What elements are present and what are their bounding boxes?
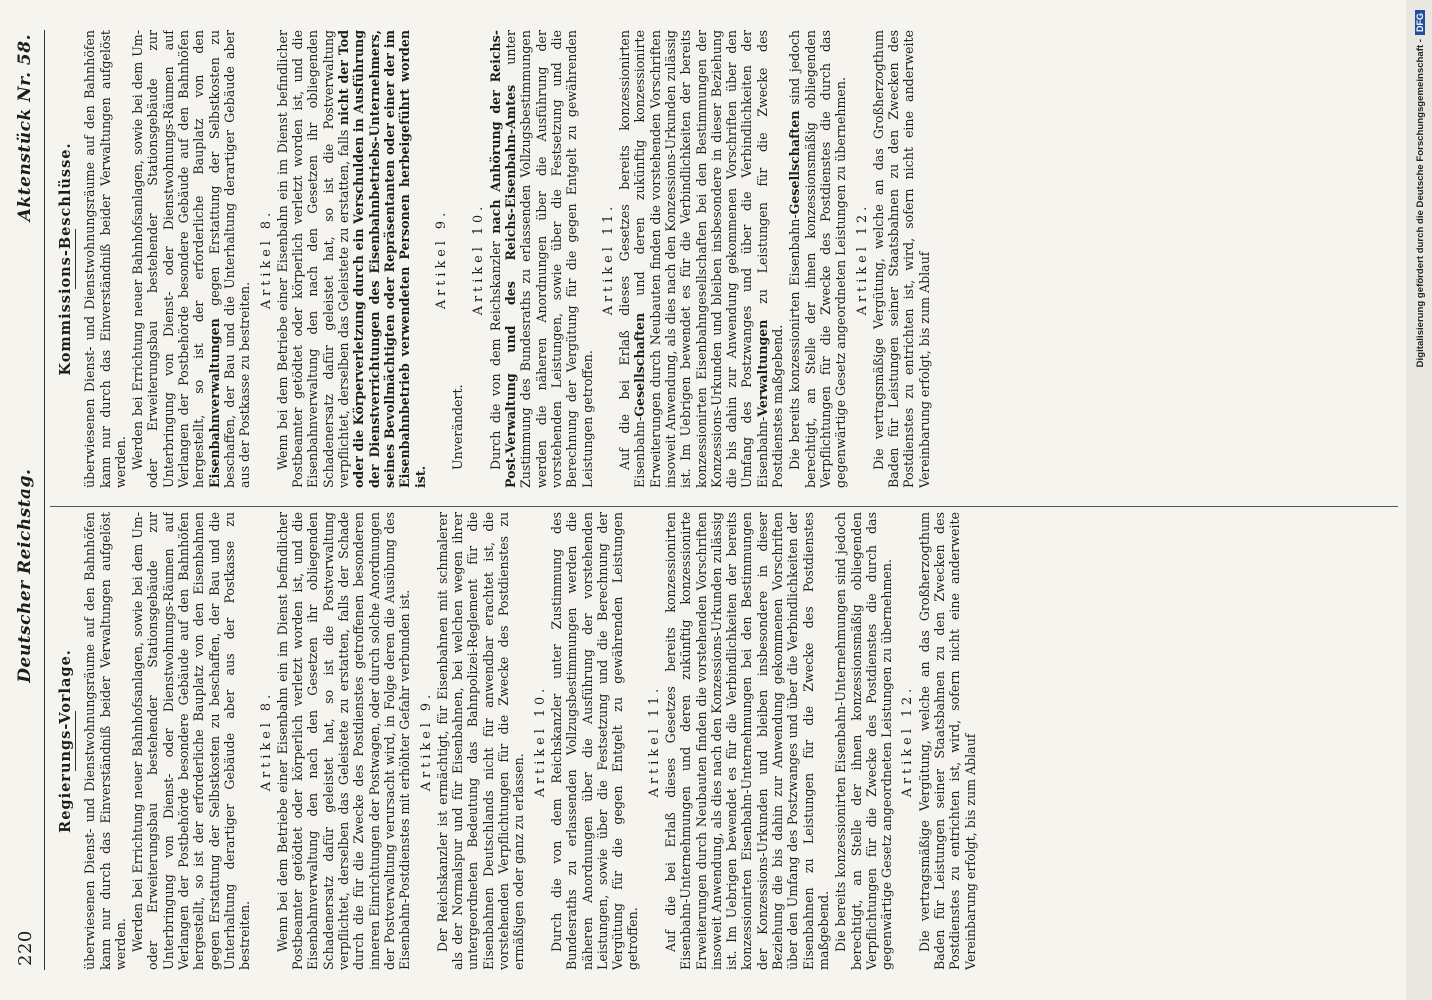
left-column-regierungs-vorlage — [54, 512, 1398, 970]
right-article-9-title: Artikel 9. — [433, 208, 449, 310]
page-number: 220 — [14, 930, 36, 966]
right-column-heading: Kommissions-Beschlüsse. — [57, 142, 74, 376]
right-column-kommissions-beschluesse — [54, 30, 1398, 488]
right-paragraph-1 — [130, 30, 252, 488]
right-art11-p2-part-b: sind jedoch berechtigt, an Stelle der ihnen konzessionsmäßig obliegenden Verpflichtungen für die Zwecke des Postdienstes die durch das gegenwärtige Gesetz angeordneten Leistungen zu übernehmen. — [787, 30, 849, 488]
running-head-right: Aktenstück Nr. 58. — [15, 34, 35, 222]
left-article-12-text: Die vertragsmäßige Vergütung, welche an das Großherzogthum Baden für Leistungen seiner Staatsbahnen zu den Zwecken des Postdienstes zu entrichten ist, wird, sofern nicht eine anderweite Vereinbarung erfolgt, bis zum Ablauf — [916, 512, 978, 970]
left-column-heading: Regierungs-Vorlage. — [57, 649, 74, 833]
running-head — [8, 34, 42, 966]
right-heading-rule — [75, 229, 76, 289]
digitization-note-text: Digitalisierung gefördert durch die Deutsche Forschungsgemeinschaft - — [1414, 39, 1426, 368]
left-article-11-paragraph-1: Auf die bei Erlaß dieses Gesetzes bereits konzessionirten Eisenbahn-Unternehmungen und deren zukünftig konzessionirte Erweiterungen durch Neubauten finden die vorstehenden Vorschriften insoweit Anwendung, als dies nach den Konzessions-Urkunden zulässig ist. Im Uebrigen bewendet es für die Verbindlichkeiten der bereits konzessionirten Eisenbahn-Unternehmungen bei den Bestimmungen der Konzessions-Urkunden und bleiben insbesondere in dieser Beziehung die bis dahin zur Anwendung gekommenen Vorschriften über den Umfang des Postzwanges und über die Verbindlichkeiten der Eisenbahnen zu Leistungen für die Zwecke des Postdienstes maßgebend. — [662, 512, 831, 970]
left-article-9-text: Der Reichskanzler ist ermächtigt, für Eisenbahnen mit schmalerer als der Normalspur und für Eisenbahnen, bei welchen wegen ihrer untergeordneten Bedeutung das Bahnpolizei-Reglement für die Eisenbahnen Deutschlands nicht für anwendbar erachtet ist, die vorstehenden Verpflichtungen für die Zwecke des Postdienstes zu ermäßigen oder ganz zu erlassen. — [434, 512, 527, 970]
left-article-10-text: Durch die von dem Reichskanzler unter Zustimmung des Bundesraths zu erlassenden Vollzugsbestimmungen werden die näheren Anordnungen über die Ausführung der vorstehenden Leistungen, sowie über die Festsetzung und die Berechnung der Vergütung für die gegen Entgelt zu gewährenden Leistungen getroffen. — [548, 512, 641, 970]
digitization-note — [1412, 10, 1428, 990]
right-art10-part-b: unter Zustimmung des Bundesraths zu erlassenden Vollzugsbestimmungen werden die näheren Anordnungen über die Ausführung der vorstehenden Leistungen, sowie über die Festsetzung und die Berechnung der Vergütung für die gegen Entgelt zu gewährenden Leistungen getroffen. — [503, 30, 595, 488]
right-art11-part-b: und deren zukünftig konzessionirte Erweiterungen durch Neubauten finden die vorstehenden Vorschriften insoweit Anwendung, als dies nach den Konzessions-Urkunden zulässig ist. Im Uebrigen bewendet es für die Verbindlichkeiten der bereits konzessionirten Eisenbahngesellschaften bei den Bestimmungen der Konzessions-Urkunden und bleiben insbesondere in dieser Beziehung die bis dahin zur Anwendung gekommenen Vorschriften über den Umfang des Postzwanges und über die Verbindlichkeiten der Eisenbahn- — [632, 30, 770, 488]
left-paragraph-0: überwiesenen Dienst- und Dienstwohnungsräume auf den Bahnhöfen kann nur durch das Einverständniß beider Verwaltungen aufgelöst werden. — [82, 512, 128, 970]
right-article-10-text — [488, 30, 595, 488]
right-paragraph-0: überwiesenen Dienst- und Dienstwohnungsräume auf den Bahnhöfen kann nur durch das Einverständniß beider Verwaltungen aufgelöst werden. — [82, 30, 128, 488]
right-art11-part-c: zu Leistungen für die Zwecke des Postdienstes maßgebend. — [754, 30, 786, 488]
left-article-8-title: Artikel 8. — [258, 690, 274, 792]
right-article-9-text: Unverändert. — [450, 384, 466, 470]
right-art11-p2-part-a: Die bereits konzessionirten Eisenbahn- — [787, 214, 803, 470]
left-article-9-title: Artikel 9. — [418, 690, 434, 792]
digitization-note-text-wrapper — [1412, 10, 1428, 990]
right-art8-part-a: Wenn bei dem Betriebe einer Eisenbahn ein im Dienst befindlicher Postbeamter getödtet oder körperlich verletzt worden ist, und die Eisenbahnverwaltung den nach den Gesetzen ihr obliegenden Schadenersatz dafür geleistet hat, so ist die Postverwaltung verpflichtet, derselben das Geleistete zu erstatten, falls — [274, 30, 352, 488]
right-article-11-paragraph-1 — [617, 30, 785, 488]
right-article-12-title: Artikel 12. — [854, 202, 870, 316]
right-art11-bold-1: Gesellschaften — [632, 312, 648, 417]
right-art11-part-a: Auf die bei Erlaß dieses Gesetzes bereits konzessionirten Eisenbahn- — [617, 30, 648, 488]
right-art8-bold: nicht der Tod oder die Körperverletzung durch ein Verschulden in Ausführung der Dienstverrichtungen des Eisenbahnbetriebs-Unternehmers, seines Bevollmächtigten oder Repräsentanten oder einer der im Eisenbahnbetrieb verwendeten Personen herbeigeführt worden ist. — [336, 30, 428, 488]
right-p1-part-a: Werden bei Errichtung neuer Bahnhofsanlagen, sowie bei dem Um- oder Erweiterungsbau bestehender Stationsgebäude zur Unterbringung von Dienst- oder Dienstwohnungs-Räumen auf Verlangen der Postbehörde besondere Gebäude auf den Bahnhöfen hergestellt, so ist der erforderliche Bauplatz von den — [130, 30, 207, 488]
right-art11-bold-2: Verwaltungen — [754, 319, 770, 417]
right-article-10-title: Artikel 10. — [471, 202, 487, 316]
left-article-12-title: Artikel 12. — [900, 684, 916, 798]
left-article-11-paragraph-2: Die bereits konzessionirten Eisenbahn-Unternehmungen sind jedoch berechtigt, an Stelle der ihnen konzessionsmäßig obliegenden Verpflichtungen für die Zwecke des Postdienstes die durch das gegenwärtige Gesetz angeordneten Leistungen zu übernehmen. — [833, 512, 895, 970]
right-p1-bold: Eisenbahnverwaltungen — [206, 318, 222, 488]
running-head-left: Deutscher Reichstag. — [15, 468, 35, 683]
right-article-8-text — [275, 30, 428, 488]
right-article-8-title: Artikel 8. — [258, 208, 274, 310]
header-rule — [44, 30, 45, 970]
left-paragraph-1: Werden bei Errichtung neuer Bahnhofsanlagen, sowie bei dem Um- oder Erweiterungsbau bestehender Stationsgebäude zur Unterbringung von Dienst- oder Dienstwohnungs-Räumen auf Verlangen der Postbehörde besondere Gebäude auf den Bahnhöfen hergestellt, so ist der erforderliche Bauplatz von den Eisenbahnen gegen Erstattung der Selbstkosten zu beschaffen, der Bau und die Unterhaltung derartiger Gebäude aber aus der Postkasse zu bestreiten. — [130, 512, 253, 970]
right-article-11-title: Artikel 11. — [600, 202, 616, 316]
right-article-11-paragraph-2 — [787, 30, 848, 488]
column-divider — [50, 506, 1398, 507]
left-article-10-title: Artikel 10. — [532, 684, 548, 798]
dfg-logo: DFG — [1415, 10, 1425, 35]
right-p1-part-b: gegen Erstattung der Selbstkosten zu beschaffen, der Bau und die Unterhaltung derartiger Gebäude aber aus der Postkasse zu bestreiten. — [206, 30, 253, 488]
left-article-8-text: Wenn bei dem Betriebe einer Eisenbahn ein im Dienst befindlicher Postbeamter getödtet oder körperlich verletzt worden ist, und die Eisenbahnverwaltung den nach den Gesetzen ihr obliegenden Schadenersatz dafür geleistet hat, so ist die Postverwaltung verpflichtet, derselben das Geleistete zu erstatten, falls der Schade durch die für die Zwecke des Postdienstes getroffenen besonderen inneren Einrichtungen der Postwagen, oder durch solche Anordnungen der Postverwaltung verursacht wird, in Folge deren die Ausübung des Eisenbahn-Postdienstes mit erhöhter Gefahr verbunden ist. — [274, 512, 413, 970]
right-art11-p2-bold: Gesellschaften — [787, 110, 803, 215]
left-heading-rule — [75, 711, 76, 771]
left-article-11-title: Artikel 11. — [646, 684, 662, 798]
right-art10-part-a: Durch die von dem Reichskanzler — [487, 241, 503, 470]
right-art10-bold: nach Anhörung der Reichs-Post-Verwaltung und des Reichs-Eisenbahn-Amtes — [487, 30, 519, 488]
right-article-12-text: Die vertragsmäßige Vergütung, welche an das Großherzogthum Baden für Leistungen seiner Staatsbahnen zu den Zwecken des Postdienstes zu entrichten ist, wird, sofern nicht eine anderweite Vereinbarung erfolgt, bis zum Ablauf — [870, 30, 932, 488]
